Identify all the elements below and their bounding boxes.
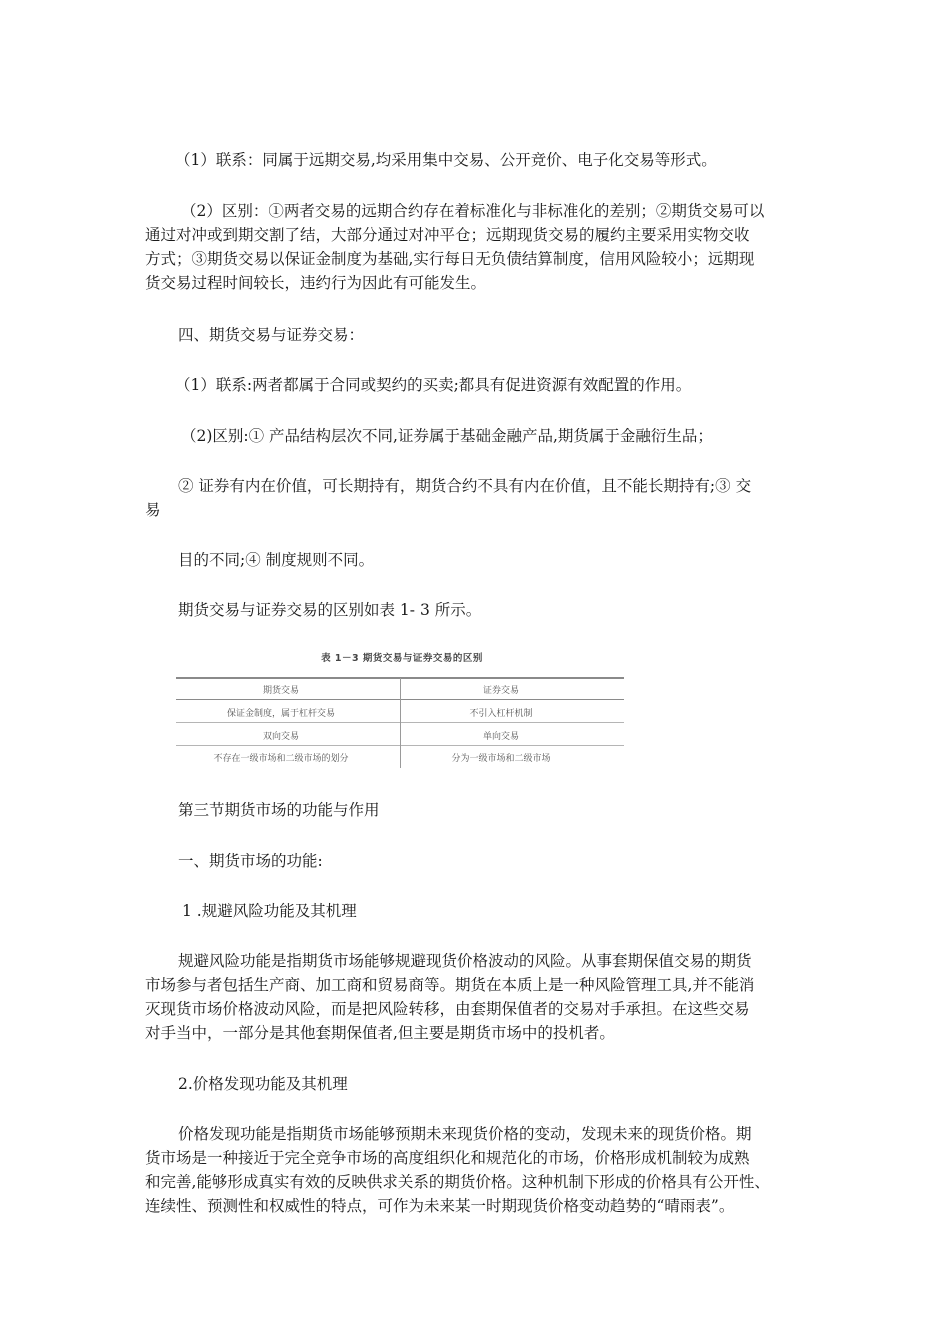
subsection-heading-functions xyxy=(145,849,805,873)
text-line: 和完善,能够形成真实有效的反映供求关系的期货价格。这种机制下形成的价格具有公开性、 xyxy=(145,1173,770,1191)
text-line: 价格发现功能是指期货市场能够预期未来现货价格的变动，发现未来的现货价格。期 xyxy=(178,1125,752,1143)
paragraph-securities-difference-end xyxy=(145,548,805,572)
paragraph-forward-relation xyxy=(145,148,805,172)
table-header-futures: 期货交易 xyxy=(262,686,299,696)
table-cell: 不存在一级市场和二级市场的划分 xyxy=(213,754,349,764)
text-line: 对手当中，一部分是其他套期保值者,但主要是期货市场中的投机者。 xyxy=(145,1024,615,1042)
table-cell: 分为一级市场和二级市场 xyxy=(451,754,551,764)
text-line: ② 证券有内在价值，可长期持有，期货合约不具有内在价值，且不能长期持有;③ 交 xyxy=(178,477,752,495)
text-line: 2.价格发现功能及其机理 xyxy=(178,1075,348,1093)
table-cell: 不引入杠杆机制 xyxy=(469,709,533,719)
heading-risk-avoidance xyxy=(145,899,805,923)
text-line: 连续性、预测性和权威性的特点，可作为未来某一时期现货价格变动趋势的“晴雨表”。 xyxy=(145,1197,735,1215)
text-line: 规避风险功能是指期货市场能够规避现货价格波动的风险。从事套期保值交易的期货 xyxy=(178,952,752,970)
text-line: （2）区别：①两者交易的远期合约存在着标准化与非标准化的差别；②期货交易可以 xyxy=(181,202,765,220)
heading-price-discovery xyxy=(145,1072,805,1096)
text-line: 一、期货市场的功能: xyxy=(178,852,323,870)
text-line: 第三节期货市场的功能与作用 xyxy=(178,801,380,819)
table-cell: 双向交易 xyxy=(262,732,299,742)
table-cell: 单向交易 xyxy=(482,732,519,742)
text-line: （2)区别:① 产品结构层次不同,证券属于基础金融产品,期货属于金融衍生品； xyxy=(181,427,713,445)
comparison-table xyxy=(176,650,628,768)
table-caption: 表 1－3 期货交易与证券交易的区别 xyxy=(321,653,483,664)
text-line: 1 .规避风险功能及其机理 xyxy=(182,902,357,920)
paragraph-risk-avoidance xyxy=(145,949,805,1045)
text-line: （1）联系:两者都属于合同或契约的买卖;都具有促进资源有效配置的作用。 xyxy=(175,376,692,394)
table-header-securities: 证券交易 xyxy=(482,686,519,696)
text-line: 期货交易与证券交易的区别如表 1- 3 所示。 xyxy=(178,601,482,619)
text-line: 灭现货市场价格波动风险，而是把风险转移，由套期保值者的交易对手承担。在这些交易 xyxy=(145,1000,750,1018)
text-line: 四、期货交易与证券交易： xyxy=(178,326,365,344)
text-line: 市场参与者包括生产商、加工商和贸易商等。期货在本质上是一种风险管理工具,并不能消 xyxy=(145,976,755,994)
text-line: 方式；③期货交易以保证金制度为基础,实行每日无负债结算制度，信用风险较小；远期现 xyxy=(145,250,755,268)
section-heading-futures-vs-securities xyxy=(145,323,805,347)
text-line: 易 xyxy=(145,501,161,519)
paragraph-price-discovery xyxy=(145,1122,805,1218)
paragraph-securities-relation xyxy=(145,373,805,397)
paragraph-securities-difference-cont xyxy=(145,474,805,522)
text-line: 目的不同;④ 制度规则不同。 xyxy=(178,551,375,569)
paragraph-securities-difference xyxy=(145,424,805,448)
text-line: 通过对冲或到期交割了结，大部分通过对冲平仓；远期现货交易的履约主要采用实物交收 xyxy=(145,226,750,244)
table-cell: 保证金制度，属于杠杆交易 xyxy=(226,709,335,719)
section-title-market-functions xyxy=(145,798,805,822)
text-line: 货交易过程时间较长，违约行为因此有可能发生。 xyxy=(145,274,487,292)
text-line: （1）联系：同属于远期交易,均采用集中交易、公开竞价、电子化交易等形式。 xyxy=(175,151,717,169)
paragraph-forward-difference xyxy=(145,199,805,295)
paragraph-table-reference xyxy=(145,598,805,622)
text-line: 货市场是一种接近于完全竞争市场的高度组织化和规范化的市场，价格形成机制较为成熟 xyxy=(145,1149,750,1167)
